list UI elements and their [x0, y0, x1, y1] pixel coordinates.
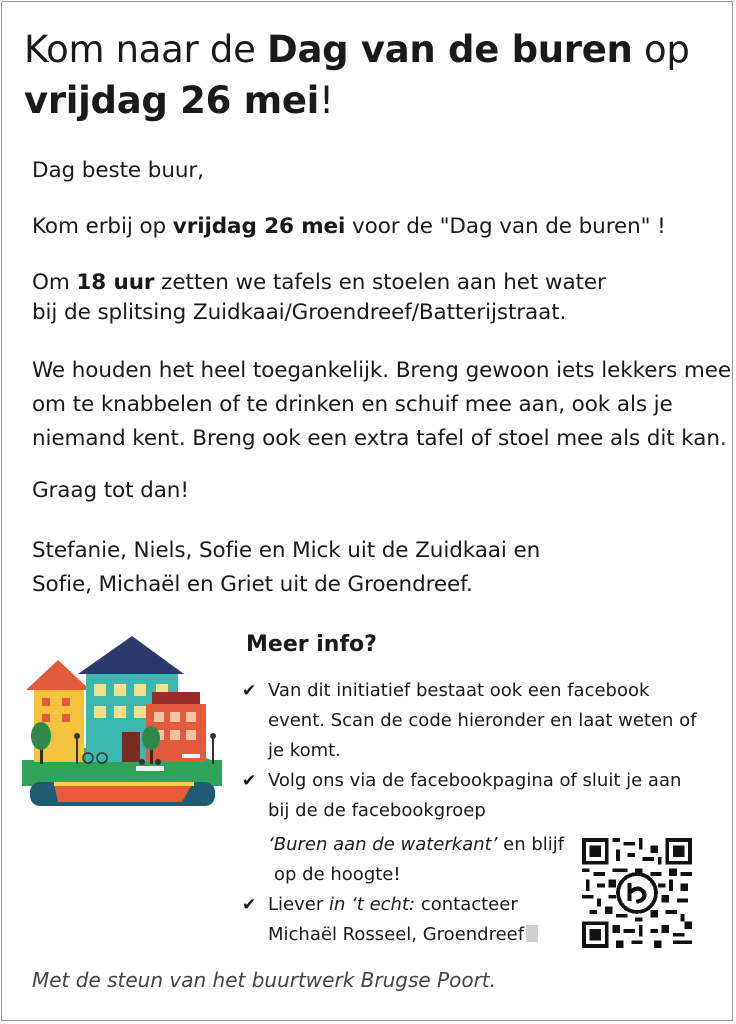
checkmark-icon: ✔: [242, 681, 257, 701]
checkmark-icon: ✔: [242, 771, 257, 791]
qr-code-icon[interactable]: [582, 838, 692, 948]
footer-credit: Met de steun van het buurtwerk Brugse Poort.: [32, 968, 496, 992]
page-title: Kom naar de Dag van de buren op vrijdag 26 mei!: [24, 28, 690, 122]
info-item-facebook-event: ✔ Van dit initiatief bestaat ook een facebook event. Scan de code hieronder en laat weten of je komt.: [242, 676, 712, 766]
info-item-facebook-group: ✔ Volg ons via de facebookpagina of sluit je aan bij de de facebookgroep ‘Buren aan de waterkant’ en blijf op de hoogte!: [242, 766, 712, 890]
neighborhood-houses-illustration: [22, 632, 222, 812]
closing-text: Graag tot dan!: [32, 478, 189, 503]
facebook-group-name: ‘Buren aan de waterkant’: [268, 834, 498, 855]
paragraph-details: We houden het heel toegankelijk. Breng gewoon iets lekkers mee om te knabbelen of te drinken en schuif mee aan, ook als je niemand kent. Breng ook een extra tafel of stoel mee als dit kan.: [32, 358, 732, 451]
more-info-heading: Meer info?: [246, 632, 377, 657]
greeting: Dag beste buur,: [32, 158, 204, 183]
paragraph-time-location: Om 18 uur zetten we tafels en stoelen aan het water bij de splitsing Zuidkaai/Groendreef/Batterijstraat.: [32, 270, 606, 325]
paragraph-date: Kom erbij op vrijdag 26 mei voor de "Dag van de buren" !: [32, 214, 666, 239]
redaction-mark: [526, 925, 538, 942]
signature: Stefanie, Niels, Sofie en Mick uit de Zuidkaai en Sofie, Michaël en Griet uit de Groendreef.: [32, 538, 541, 597]
info-item-contact: ✔ Liever in ‘t echt: contacteer Michaël Rosseel, Groendreef: [242, 890, 712, 950]
checkmark-icon: ✔: [242, 895, 257, 915]
